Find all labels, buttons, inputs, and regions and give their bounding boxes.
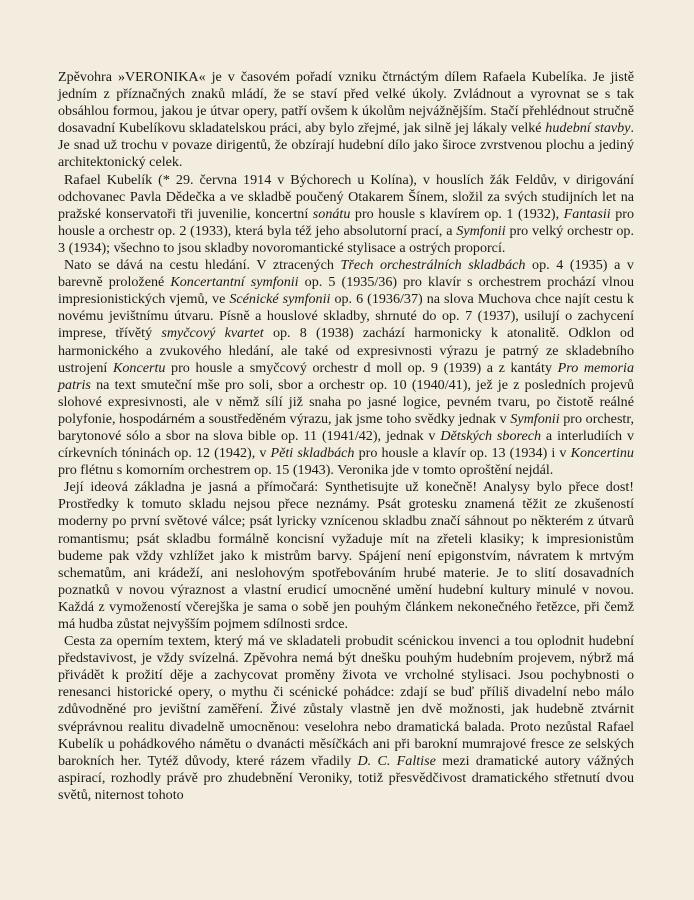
text-run: op. 8 (1938) zachází harmonicky k atonalitě. Odklon od harmonického a zvukového hledání, ale také od expresivnosti výrazu je patrný ze skladebního ustrojení: [58, 325, 634, 376]
italic-text-run: Symfonii: [456, 222, 506, 239]
italic-text-run: hudební stavby: [545, 120, 631, 137]
text-run: mezi dramatické autory vážných aspirací, rozhodly právě pro zhudebnění Veroniky, totiž přesvědčivost dramatického střetnutí dvou světů, niternost tohoto: [58, 752, 634, 803]
text-run: Její ideová základna je jasná a přímočará: Synthetisujte už konečně! Analysy bylo přece dost! Prostředky k tomuto skladu nejsou přece neznámy. Psát grotesku znamená těžit ze zkušeností moderny po první světové válce; psát lyricky vznícenou skladbu značí sáhnout po některém z útvarů romantismu; psát skladbu formálně koncisní vyžaduje mít na zřeteli klasiky; k impresionistům budeme pak vždy vzhlížet jako k mistrům barvy. Spájení není epigonstvím, návratem k mrtvým schematům, ani krádeží, ani neslohovým spotřebováním hrubé materie. Je to slití dosavadních poznatků v novou výraznost a vlastní erudicí umocněné umění hudební kultury minulé v novou. Každá z vymožeností včerejška je sama o sobě jen pouhým článkem nekonečného řetězce, při čemž má hudba zůstat nejvyšším pojmem sdílnosti srdce.: [58, 479, 634, 632]
text-run: pro orchestr, barytonové sólo a sbor na slova bible op. 11 (1941/42), jednak v: [58, 410, 634, 444]
text-run: op. 4 (1935) a v barevně proložené: [58, 257, 634, 291]
italic-text-run: Symfonii: [510, 410, 560, 427]
text-run: Nato se dává na cestu hledání. V ztracených: [64, 257, 341, 274]
italic-text-run: Fantasii: [563, 205, 611, 222]
text-run: a interludiích v církevních tóninách op. 12 (1942), v: [58, 427, 634, 462]
text-run: op. 5 (1935/36) pro klavír s orchestrem prochází vlnou impresionistických vjemů, ve: [58, 274, 634, 308]
text-run: pro flétnu s komorním orchestrem op. 15 (1943). Veronika jde v tomto oproštění nejdál.: [58, 462, 554, 479]
italic-text-run: Koncertinu: [570, 445, 634, 462]
text-run: pro housle s klavírem op. 1 (1932),: [350, 205, 564, 222]
italic-text-run: Pro memoria patris: [58, 359, 634, 393]
paragraph-2: [58, 172, 634, 257]
text-run: op. 6 (1936/37) na slova Muchova chce najít cestu k novému jevištnímu útvaru. Písně a houslové skladby, shrnuté do op. 7 (1937), usilují o zachycení imprese, třívětý: [58, 291, 634, 342]
document-page: [58, 69, 634, 804]
text-run: Rafael Kubelík (* 29. června 1914 v Býchorech u Kolína), v houslích žák Feldův, v dirigování odchovanec Pavla Dědečka a ve skladbě poučený Otakarem Šínem, složil za svých studijních let na pražské konservatoři tři juvenilie, koncertní: [58, 171, 634, 222]
italic-text-run: Koncertantní symfonii: [170, 274, 299, 291]
paragraph-3: [58, 257, 634, 479]
italic-text-run: Koncertu: [112, 359, 166, 376]
text-run: pro housle a orchestr op. 2 (1933), která byla též jeho absolutorní prací, a: [58, 205, 634, 239]
paragraph-4: [58, 479, 634, 633]
text-run: Cesta za operním textem, který má ve skladateli probudit scénickou invenci a tou oplodnit hudební představivost, je vždy svízelná. Zpěvohra nemá být dnešku pouhým hudebním projevem, nýbrž má přivádět k prožití děje a zachycovat proměny života ve vrcholné stylisaci. Jsou pochybnosti o renesanci historické opery, o mythu či scénické pohádce: zdají se buď příliš divadelní nebo málo zdůvodněné pro jevištní zaměření. Živé zůstaly vlastně jen dvě možnosti, jak hudebně ztvárnit svéprávnou realitu divadelně umocněnou: veselohra nebo dramatická balada. Proto nezůstal Rafael Kubelík u pohádkového námětu o dvanácti měsíčkách ani při barokní mumrajové fresce ze selských barokních her. Tytéž důvody, které rázem vřadily: [58, 633, 634, 769]
italic-text-run: sonátu: [312, 205, 351, 222]
italic-text-run: Dětských sborech: [440, 427, 542, 444]
text-run: pro housle a smyčcový orchestr d moll op. 9 (1939) a z kantáty: [165, 359, 558, 376]
italic-text-run: Třech orchestrálních skladbách: [340, 257, 526, 274]
italic-text-run: Pěti skladbách: [270, 445, 355, 462]
italic-text-run: D. C. Faltise: [357, 752, 436, 769]
paragraph-5: [58, 633, 634, 804]
italic-text-run: Scénické symfonii: [229, 291, 331, 308]
text-run: pro velký orchestr op. 3 (1934); všechno to jsou skladby novoromantické stylisace a ostrých proporcí.: [58, 222, 634, 256]
text-run: pro housle a klavír op. 13 (1934) i v: [354, 445, 571, 462]
text-run: . Je snad už trochu v povaze dirigentů, že obzírají hudební dílo jako široce zvrstvenou plochu a jediný architektonický celek.: [58, 120, 634, 171]
italic-text-run: smyčcový kvartet: [161, 325, 264, 342]
paragraph-1: [58, 69, 634, 172]
text-run: na text smuteční mše pro soli, sbor a orchestr op. 10 (1940/41), jež je z posledních projevů slohové expresivnosti, ale v němž sílí již snaha po jasné logice, pevném tvaru, po čistotě reálné polyfonie, hospodárném a soustředěném výrazu, jak jsme toho svědky jednak v: [58, 376, 634, 427]
text-run: Zpěvohra »VERONIKA« je v časovém pořadí vzniku čtrnáctým dílem Rafaela Kubelíka. Je jistě jedním z příznačných znaků mládí, že se staví před velké úkoly. Zvládnout a vyrovnat se s tak obsáhlou formou, jakou je útvar opery, patří ovšem k úkolům nejvážnějším. Stačí přehlédnout stručně dosavadní Kubelíkovu skladatelskou práci, aby bylo zřejmé, jak silně jej lákaly velké: [58, 69, 634, 137]
